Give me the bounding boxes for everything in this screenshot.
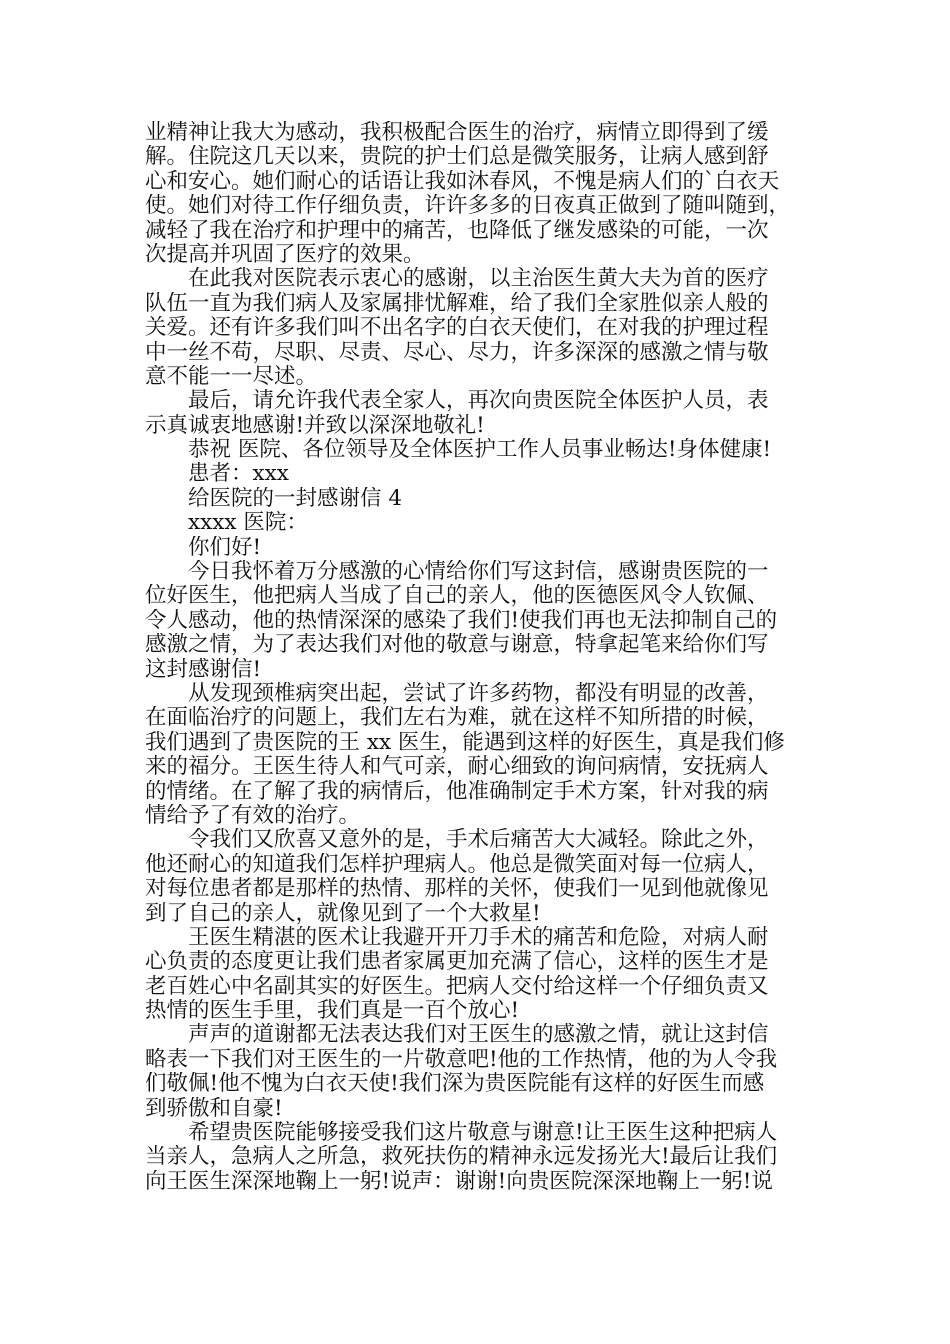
text-line: 向王医生深深地鞠上一躬!说声：谢谢!向贵医院深深地鞠上一躬!说 <box>145 1169 773 1194</box>
text-line: 你们好! <box>188 535 262 560</box>
text-line: 到了自己的亲人，就像见到了一个大救星! <box>145 901 541 926</box>
text-line: 患者：xxx <box>188 462 289 487</box>
text-line: 解。住院这几天以来，贵院的护士们总是微笑服务，让病人感到舒 <box>145 145 769 170</box>
text-line: 的情绪。在了解了我的病情后，他准确制定手术方案，针对我的病 <box>145 779 769 804</box>
text-line: 热情的医生手里，我们真是一百个放心! <box>145 999 520 1024</box>
text-line: 心和安心。她们耐心的话语让我如沐春风，不愧是病人们的`白衣天 <box>145 169 780 194</box>
text-line: 来的福分。王医生待人和气可亲，耐心细致的询问病情，安抚病人 <box>145 755 769 780</box>
text-line: 意不能一一尽述。 <box>145 364 318 389</box>
text-line: 情给予了有效的治疗。 <box>145 803 361 828</box>
text-line: 他还耐心的知道我们怎样护理病人。他总是微笑面对每一位病人， <box>145 852 769 877</box>
text-line: 令人感动，他的热情深深的感染了我们!使我们再也无法抑制自己的 <box>145 608 778 633</box>
text-line: 使。她们对待工作仔细负责，许许多多的日夜真正做到了随叫随到， <box>145 194 791 219</box>
text-line: 最后，请允许我代表全家人，再次向贵医院全体医护人员，表 <box>188 389 769 414</box>
text-line: 关爱。还有许多我们叫不出名字的白衣天使们，在对我的护理过程 <box>145 316 769 341</box>
text-line: 到骄傲和自豪! <box>145 1096 283 1121</box>
text-line: 希望贵医院能够接受我们这片敬意与谢意!让王医生这种把病人 <box>188 1121 778 1146</box>
text-line: 当亲人，急病人之所急，救死扶伤的精神永远发扬光大!最后让我们 <box>145 1145 778 1170</box>
text-line: 们敬佩!他不愧为白衣天使!我们深为贵医院能有这样的好医生而感 <box>145 1072 765 1097</box>
text-line: 老百姓心中名副其实的好医生。把病人交付给这样一个仔细负责又 <box>145 974 769 999</box>
text-line: 王医生精湛的医术让我避开开刀手术的痛苦和危险，对病人耐 <box>188 925 769 950</box>
text-line: 我们遇到了贵医院的王 xx 医生，能遇到这样的好医生，真是我们修 <box>145 730 785 755</box>
text-line: 业精神让我大为感动，我积极配合医生的治疗，病情立即得到了缓 <box>145 121 769 145</box>
text-line: 对每位患者都是那样的热情、那样的关怀，使我们一见到他就像见 <box>145 877 769 902</box>
text-line: 感激之情，为了表达我们对他的敬意与谢意，特拿起笔来给你们写 <box>145 633 769 658</box>
text-line: 在此我对医院表示衷心的感谢，以主治医生黄大夫为首的医疗 <box>188 267 769 292</box>
letter-body <box>145 121 815 1194</box>
text-line: 这封感谢信! <box>145 657 262 682</box>
text-line: 减轻了我在治疗和护理中的痛苦，也降低了继发感染的可能，一次 <box>145 218 769 243</box>
text-line: xxxx 医院： <box>188 511 308 536</box>
text-line: 从发现颈椎病突出起，尝试了许多药物，都没有明显的改善， <box>188 681 769 706</box>
text-line: 声声的道谢都无法表达我们对王医生的感激之情，就让这封信 <box>188 1023 769 1048</box>
text-line: 心负责的态度更让我们患者家属更加充满了信心，这样的医生才是 <box>145 950 769 975</box>
text-line: 今日我怀着万分感激的心情给你们写这封信，感谢贵医院的一 <box>188 560 769 585</box>
text-line: 给医院的一封感谢信 4 <box>188 486 403 511</box>
text-line: 恭祝 医院、各位领导及全体医护工作人员事业畅达!身体健康! <box>188 438 772 463</box>
text-line: 令我们又欣喜又意外的是，手术后痛苦大大减轻。除此之外， <box>188 828 769 853</box>
text-line: 示真诚衷地感谢!并致以深深地敬礼! <box>145 413 485 438</box>
text-line: 队伍一直为我们病人及家属排忧解难，给了我们全家胜似亲人般的 <box>145 291 769 316</box>
text-line: 次提高并巩固了医疗的效果。 <box>145 242 425 267</box>
text-line: 位好医生，他把病人当成了自己的亲人，他的医德医风令人钦佩、 <box>145 584 769 609</box>
text-line: 略表一下我们对王医生的一片敬意吧!他的工作热情，他的为人令我 <box>145 1047 778 1072</box>
text-line: 中一丝不苟，尽职、尽责、尽心、尽力，许多深深的感激之情与敬 <box>145 340 769 365</box>
text-line: 在面临治疗的问题上，我们左右为难，就在这样不知所措的时候， <box>145 706 769 731</box>
